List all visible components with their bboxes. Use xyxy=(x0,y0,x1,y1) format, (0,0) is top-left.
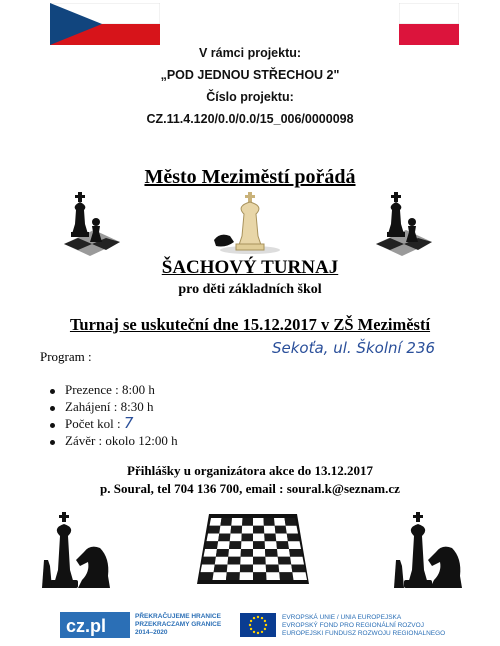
chessboard-image xyxy=(195,510,311,586)
chessboard-square xyxy=(279,565,293,573)
chessboard-square xyxy=(265,541,277,549)
event-date-wrap xyxy=(0,315,500,335)
chessboard-square xyxy=(253,518,264,526)
chessboard-square xyxy=(202,557,216,565)
program-item: Prezence : 8:00 h xyxy=(50,381,178,398)
chessboard-square xyxy=(231,526,243,534)
chessboard-square xyxy=(287,534,300,542)
chessboard-square xyxy=(253,572,267,580)
chessboard-square xyxy=(265,557,278,565)
chessboard-square xyxy=(205,541,218,549)
chess-king-knight-left-image xyxy=(38,510,112,590)
project-intro: V rámci projektu: xyxy=(198,46,302,60)
project-number: CZ.11.4.120/0.0/0.0/15_006/0000098 xyxy=(146,112,354,126)
chessboard-square xyxy=(265,549,278,557)
chessboard-square xyxy=(288,541,301,549)
chessboard-square xyxy=(241,541,253,549)
event-title-wrap xyxy=(0,257,500,279)
slogan-line: PRZEKRACZAMY GRANICE xyxy=(135,621,222,628)
program-label: Program : xyxy=(40,349,92,364)
chessboard-square xyxy=(217,541,230,549)
event-subtitle: pro děti základních škol xyxy=(178,282,322,297)
chessboard-square xyxy=(240,565,253,573)
chessboard-square xyxy=(241,549,253,557)
chessboard-square xyxy=(253,557,266,565)
handwritten-round-count: 7 xyxy=(123,414,134,432)
chessboard-square xyxy=(276,541,289,549)
chessboard-square xyxy=(215,557,229,565)
chessboard-square xyxy=(292,572,307,580)
program-item: Závěr : okolo 12:00 h xyxy=(50,432,178,449)
chessboard-square xyxy=(201,565,215,573)
chessboard-square xyxy=(264,526,276,534)
chessboard-square xyxy=(210,518,222,526)
eu-star-icon xyxy=(265,624,267,626)
chessboard-square xyxy=(274,518,286,526)
eu-star-icon xyxy=(253,617,255,619)
chessboard-square xyxy=(220,518,232,526)
slogan-line: 2014–2020 xyxy=(135,629,168,636)
chessboard-square xyxy=(278,557,292,565)
chessboard-square xyxy=(241,534,253,542)
eu-line: EVROPSKÁ UNIE / UNIA EUROPEJSKA xyxy=(282,614,402,621)
eu-star-icon xyxy=(250,620,252,622)
handwritten-location: Sekoťa, ul. Školní 236 xyxy=(272,339,436,357)
registration-deadline: Přihlášky u organizátora akce do 13.12.2017 xyxy=(127,463,373,478)
chess-pieces-right-image xyxy=(370,188,436,258)
eu-star-icon xyxy=(261,631,263,633)
event-date: Turnaj se uskuteční dne 15.12.2017 v ZŠ Meziměstí xyxy=(69,315,431,334)
chessboard-square xyxy=(279,572,293,580)
chessboard-square xyxy=(276,534,288,542)
chessboard-square xyxy=(275,526,287,534)
eu-star-icon xyxy=(257,616,259,618)
program-list xyxy=(50,381,178,449)
chess-king-center-image xyxy=(210,190,286,256)
program-item: Počet kol : 7 xyxy=(50,415,178,432)
chessboard-square xyxy=(214,565,228,573)
eu-star-icon xyxy=(257,632,259,634)
eu-fund-text xyxy=(282,614,445,638)
chessboard-square xyxy=(253,526,264,534)
chessboard-square xyxy=(277,549,290,557)
organizer-text: Město Meziměstí pořádá xyxy=(144,166,356,188)
project-name: „POD JEDNOU STŘECHOU 2" xyxy=(160,68,340,82)
chessboard-square xyxy=(227,565,241,573)
programme-slogan xyxy=(135,613,221,637)
chessboard-square xyxy=(240,572,254,580)
eu-line: EUROPEJSKI FUNDUSZ ROZWOJU REGIONALNEGO xyxy=(282,630,446,637)
chessboard-square xyxy=(218,534,230,542)
eu-line: EVROPSKÝ FOND PRO REGIONÁLNÍ ROZVOJ xyxy=(282,622,424,629)
chessboard-square xyxy=(291,565,305,573)
chessboard-square xyxy=(285,518,297,526)
chessboard-square xyxy=(253,534,265,542)
project-number-label: Číslo projektu: xyxy=(206,90,294,104)
chessboard-square xyxy=(230,534,242,542)
chess-pieces-left-image xyxy=(58,188,124,258)
chessboard-square xyxy=(290,557,304,565)
slogan-line: PŘEKRAČUJEME HRANICE xyxy=(135,613,221,620)
registration-contact: p. Soural, tel 704 136 700, email : soural.k@seznam.cz xyxy=(100,481,400,496)
chessboard-square xyxy=(253,565,266,573)
chessboard-square xyxy=(204,549,218,557)
chessboard-square xyxy=(228,557,241,565)
chessboard-square xyxy=(207,534,220,542)
czpl-logo-icon xyxy=(60,612,130,638)
chessboard-square xyxy=(242,518,253,526)
eu-star-icon xyxy=(250,628,252,630)
chessboard-square xyxy=(242,526,253,534)
chessboard-square xyxy=(264,518,275,526)
chessboard-square xyxy=(208,526,220,534)
eu-star-icon xyxy=(264,620,266,622)
program-item: Zahájení : 8:30 h xyxy=(50,398,178,415)
czech-flag-icon xyxy=(50,3,160,45)
organizer-title xyxy=(0,166,500,189)
chessboard-square xyxy=(266,565,280,573)
chessboard-square xyxy=(240,557,253,565)
chessboard-square xyxy=(219,526,231,534)
chessboard-square xyxy=(286,526,298,534)
eu-flag-icon xyxy=(240,613,276,637)
chessboard-square xyxy=(289,549,303,557)
eu-star-icon xyxy=(264,628,266,630)
chessboard-square xyxy=(228,549,241,557)
event-title: ŠACHOVÝ TURNAJ xyxy=(161,257,339,278)
polish-flag-icon xyxy=(399,3,459,45)
chessboard-square xyxy=(266,572,280,580)
eu-star-icon xyxy=(261,617,263,619)
chessboard-square xyxy=(229,541,241,549)
eu-star-icon xyxy=(249,624,251,626)
logo-text: cz.pl xyxy=(66,616,107,636)
chessboard-square xyxy=(253,541,265,549)
eu-star-icon xyxy=(253,631,255,633)
chessboard-square xyxy=(253,549,265,557)
chessboard-square xyxy=(231,518,242,526)
chessboard-square xyxy=(213,572,227,580)
chess-king-knight-right-image xyxy=(390,510,464,590)
chessboard-square xyxy=(264,534,276,542)
chessboard-square xyxy=(226,572,240,580)
chessboard-square xyxy=(216,549,229,557)
chessboard-square xyxy=(199,572,214,580)
